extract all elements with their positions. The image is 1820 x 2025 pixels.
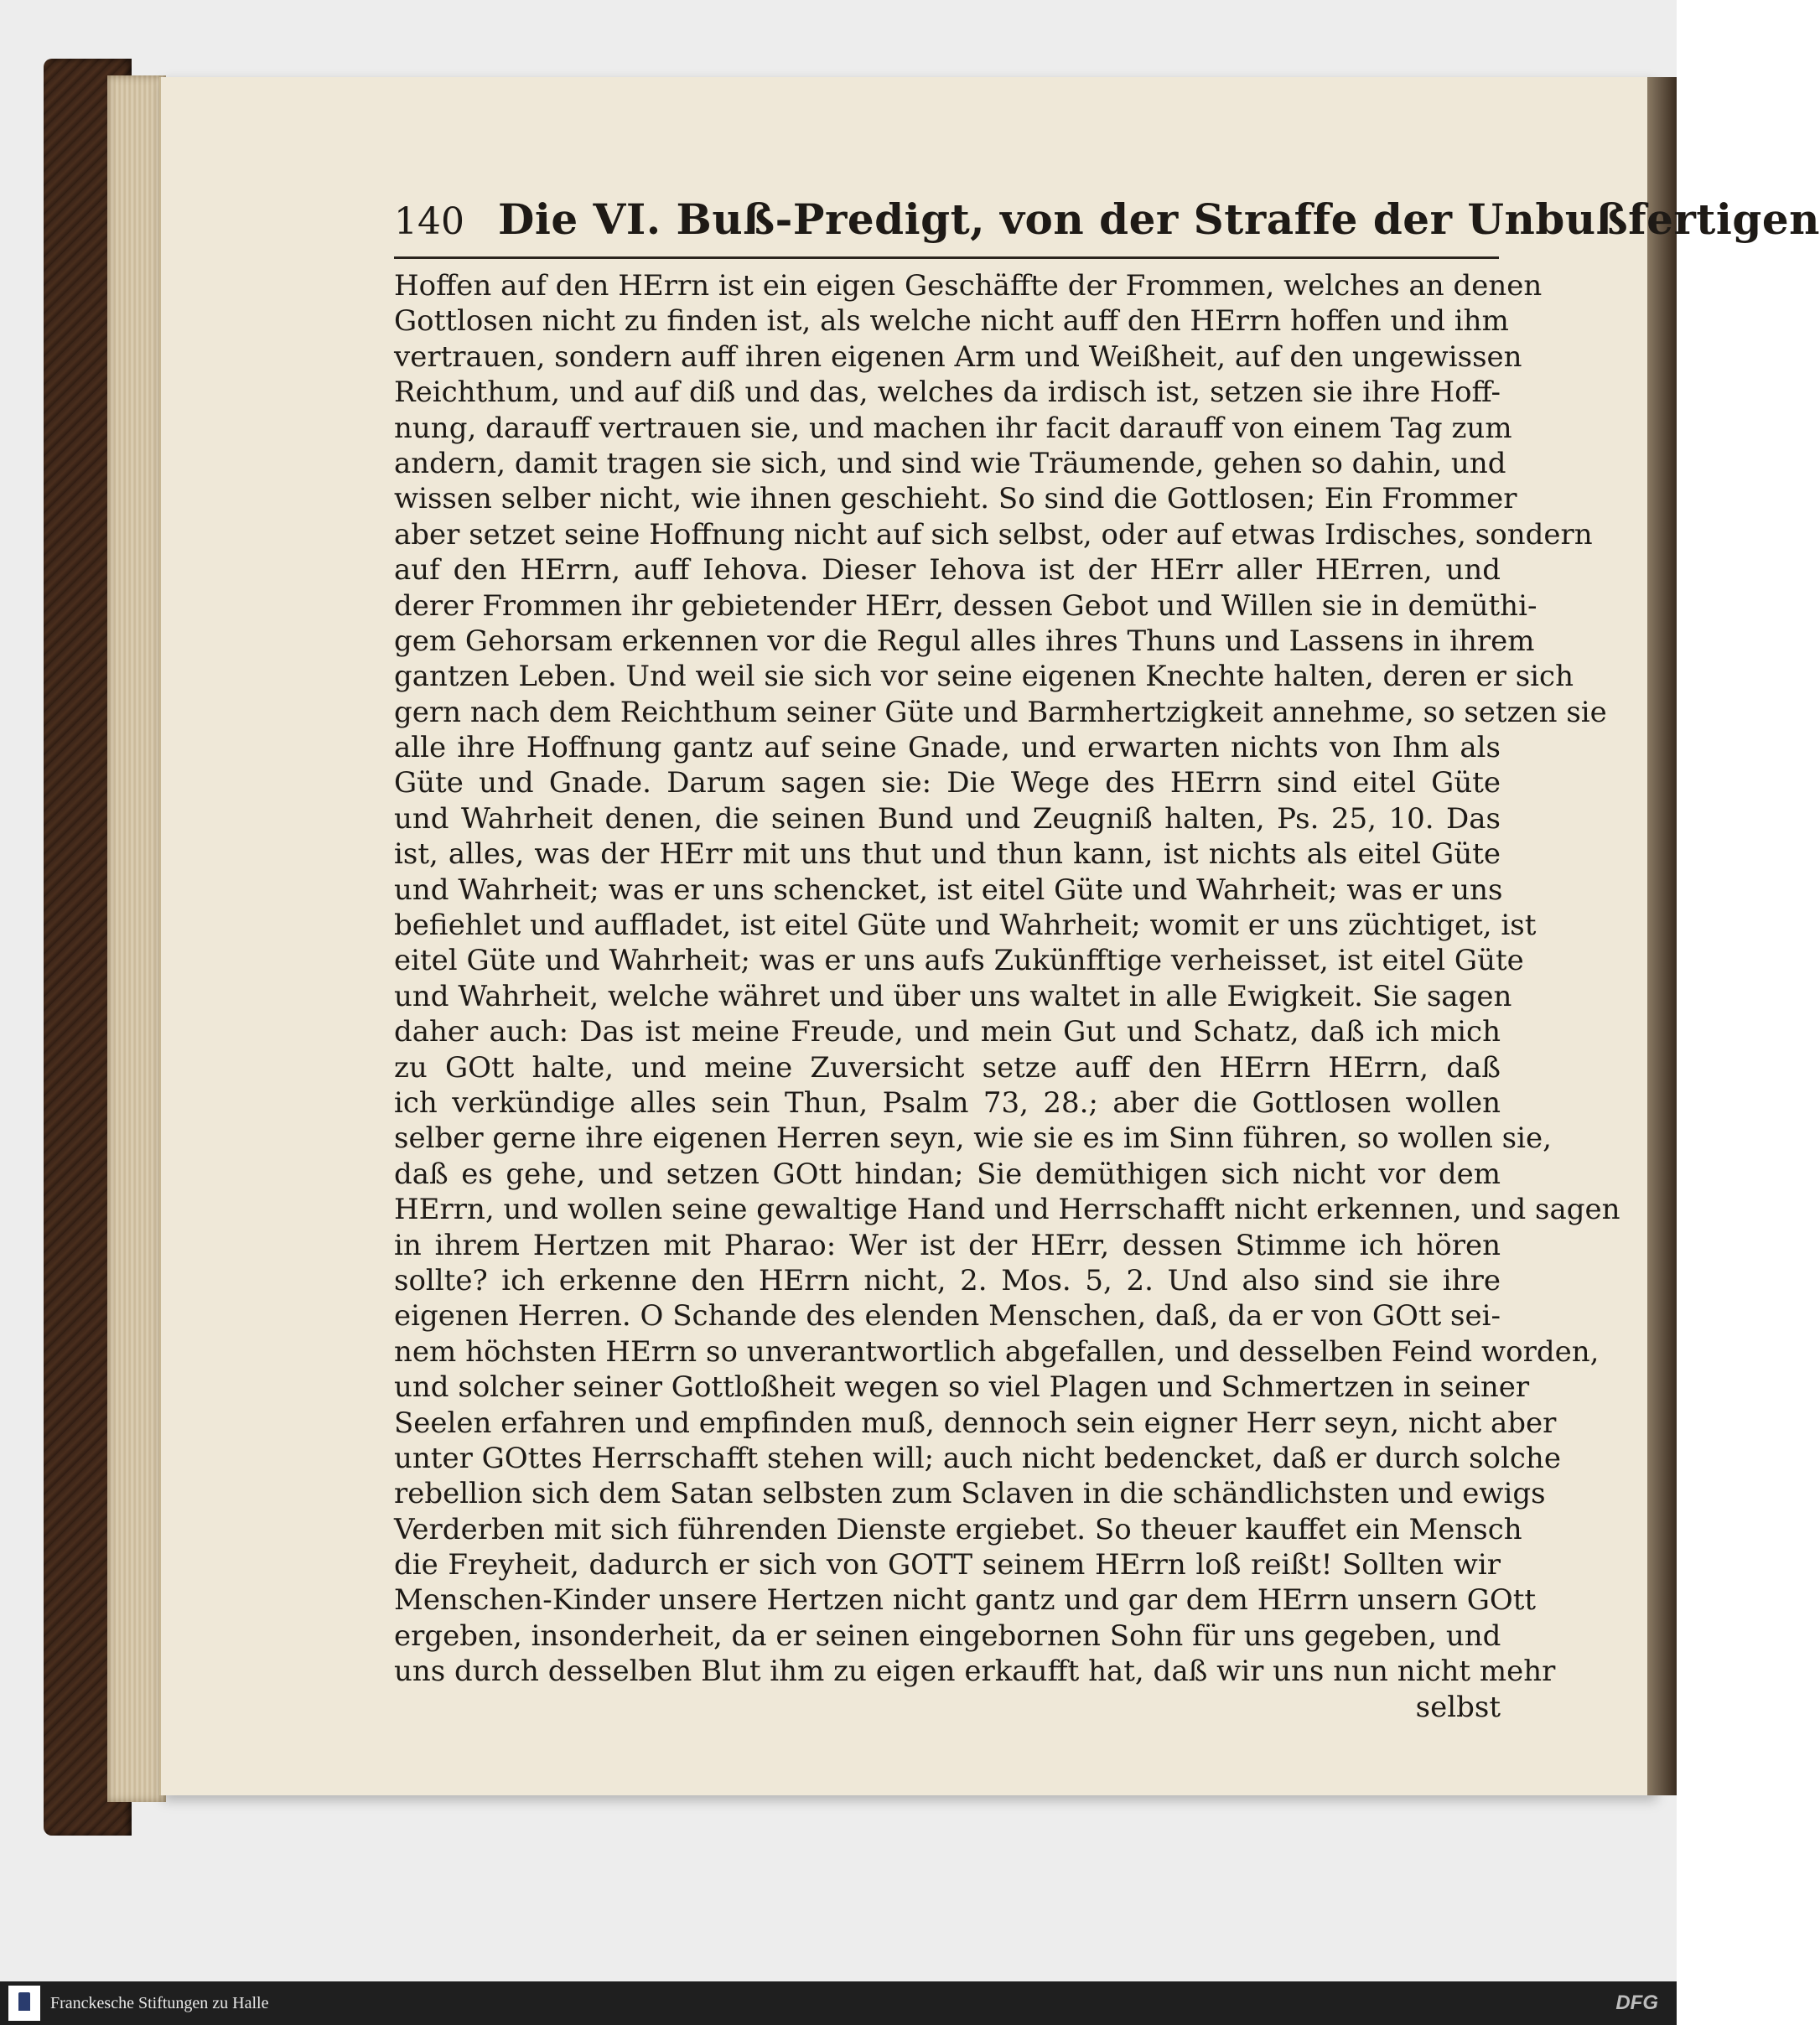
- text-line: wissen selber nicht, wie ihnen geschieht. So sind die Gottlosen; Ein Frommer: [394, 482, 1517, 516]
- text-line: ist, alles, was der HErr mit uns thut und thun kann, ist nichts als eitel Güte: [394, 837, 1501, 872]
- text-line: ergeben, insonderheit, da er seinen eingebornen Sohn für uns gegeben, und: [394, 1618, 1501, 1653]
- text-line: Verderben mit sich führenden Dienste ergiebet. So theuer kauffet ein Mensch: [394, 1512, 1522, 1546]
- page-header-title: Die VI. Buß-Predigt, von der Straffe der Unbußfertigen: [497, 194, 1820, 244]
- body-text: [394, 268, 1620, 1725]
- text-line: eigenen Herren. O Schande des elenden Menschen, daß, da er von GOtt sei-: [394, 1299, 1501, 1334]
- text-line: Menschen-Kinder unsere Hertzen nicht gantz und gar dem HErrn unsern GOtt: [394, 1583, 1537, 1618]
- text-line: und Wahrheit; was er uns schencket, ist eitel Güte und Wahrheit; was er uns: [394, 873, 1503, 907]
- text-line: Reichthum, und auf diß und das, welches da irdisch ist, setzen sie ihre Hoff-: [394, 375, 1501, 410]
- text-line: in ihrem Hertzen mit Pharao: Wer ist der HErr, dessen Stimme ich hören: [394, 1228, 1501, 1262]
- footer-left: [0, 1986, 268, 2021]
- text-line: gern nach dem Reichthum seiner Güte und Barmhertzigkeit annehme, so setzen sie: [394, 695, 1607, 729]
- text-line: selbst: [1415, 1690, 1501, 1724]
- footer-institution-name: Franckesche Stiftungen zu Halle: [50, 1993, 269, 2012]
- text-line: daß es gehe, und setzen GOtt hindan; Sie demüthigen sich nicht vor dem: [394, 1157, 1501, 1191]
- text-line: Güte und Gnade. Darum sagen sie: Die Wege des HErrn sind eitel Güte: [394, 766, 1501, 800]
- text-line: befiehlet und auffladet, ist eitel Güte und Wahrheit; womit er uns züchtiget, ist: [394, 909, 1537, 943]
- text-line: und Wahrheit, welche währet und über uns waltet in alle Ewigkeit. Sie sagen: [394, 979, 1512, 1013]
- viewer-footer: [0, 1981, 1677, 2025]
- text-line: HErrn, und wollen seine gewaltige Hand und Herrschafft nicht erkennen, und sagen: [394, 1193, 1620, 1227]
- text-line: derer Frommen ihr gebietender HErr, dessen Gebot und Willen sie in demüthi-: [394, 588, 1537, 623]
- text-line: vertrauen, sondern auff ihren eigenen Arm und Weißheit, auf den ungewissen: [394, 339, 1522, 374]
- dfg-logo: DFG: [1615, 1991, 1658, 2014]
- text-line: nung, darauff vertrauen sie, und machen ihr facit darauff von einem Tag zum: [394, 411, 1512, 445]
- text-line: andern, damit tragen sie sich, und sind wie Träumende, gehen so dahin, und: [394, 446, 1506, 480]
- text-line: nem höchsten HErrn so unverantwortlich abgefallen, und desselben Feind worden,: [394, 1334, 1600, 1369]
- text-line: alle ihre Hoffnung gantz auf seine Gnade, und erwarten nichts von Ihm als: [394, 731, 1501, 765]
- text-line: zu GOtt halte, und meine Zuversicht setze auff den HErrn HErrn, daß: [394, 1050, 1501, 1085]
- text-line: Hoffen auf den HErrn ist ein eigen Geschäffte der Frommen, welches an denen: [394, 269, 1543, 303]
- text-line: ich verkündige alles sein Thun, Psalm 73, 28.; aber die Gottlosen wollen: [394, 1085, 1501, 1120]
- text-line: Seelen erfahren und empfinden muß, dennoch sein eigner Herr seyn, nicht aber: [394, 1406, 1557, 1440]
- text-line: Gottlosen nicht zu finden ist, als welche nicht auff den HErrn hoffen und ihm: [394, 304, 1509, 339]
- text-line: rebellion sich dem Satan selbsten zum Sclaven in die schändlichsten und ewigs: [394, 1477, 1546, 1511]
- text-line: uns durch desselben Blut ihm zu eigen erkaufft hat, daß wir uns nun nicht mehr: [394, 1655, 1556, 1689]
- header-rule: [394, 256, 1499, 259]
- page-number: 140: [394, 200, 464, 243]
- text-line: daher auch: Das ist meine Freude, und mein Gut und Schatz, daß ich mich: [394, 1015, 1501, 1049]
- page-block-edge: [107, 75, 166, 1802]
- text-line: die Freyheit, dadurch er sich von GOTT seinem HErrn loß reißt! Sollten wir: [394, 1548, 1501, 1582]
- gutter-shadow: [1647, 77, 1677, 1795]
- text-line: und solcher seiner Gottloßheit wegen so viel Plagen und Schmertzen in seiner: [394, 1370, 1530, 1405]
- text-line: und Wahrheit denen, die seinen Bund und Zeugniß halten, Ps. 25, 10. Das: [394, 801, 1501, 836]
- text-line: gantzen Leben. Und weil sie sich vor seine eigenen Knechte halten, deren er sich: [394, 660, 1574, 694]
- institution-logo-icon: [8, 1986, 40, 2021]
- text-line: auf den HErrn, auff Iehova. Dieser Iehova ist der HErr aller HErren, und: [394, 553, 1501, 588]
- running-head: [394, 194, 1820, 253]
- text-line: gem Gehorsam erkennen vor die Regul alles ihres Thuns und Lassens in ihrem: [394, 624, 1535, 658]
- text-line: selber gerne ihre eigenen Herren seyn, wie sie es im Sinn führen, so wollen sie,: [394, 1121, 1552, 1156]
- text-line: eitel Güte und Wahrheit; was er uns aufs Zukünfftige verheisset, ist eitel Güte: [394, 944, 1524, 978]
- text-line: unter GOttes Herrschafft stehen will; auch nicht bedencket, daß er durch solche: [394, 1441, 1561, 1475]
- text-line: aber setzet seine Hoffnung nicht auf sich selbst, oder auf etwas Irdisches, sondern: [394, 517, 1593, 552]
- text-line: sollte? ich erkenne den HErrn nicht, 2. Mos. 5, 2. Und also sind sie ihre: [394, 1263, 1501, 1297]
